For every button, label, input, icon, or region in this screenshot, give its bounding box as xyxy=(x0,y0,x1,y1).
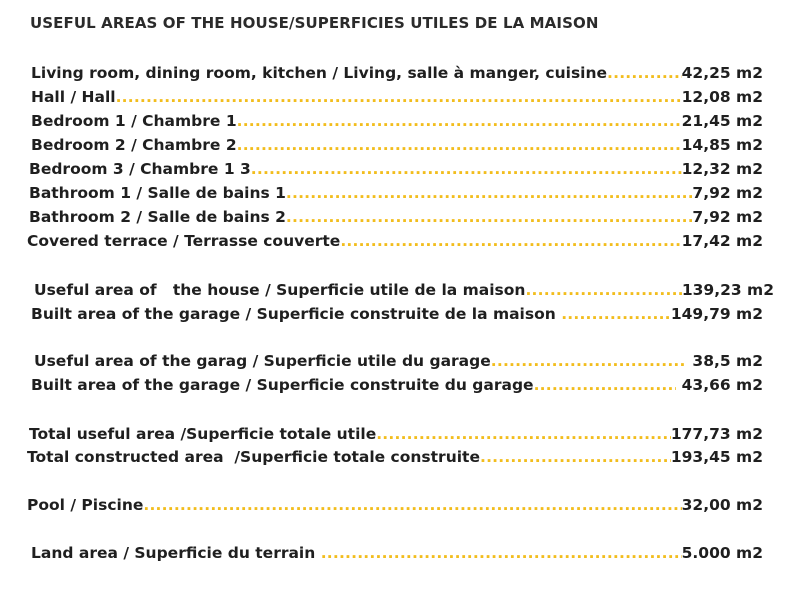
row-label: Bathroom 1 / Salle de bains 1 xyxy=(29,184,286,202)
row-label: Built area of the garage / Superficie construite de la maison xyxy=(31,305,562,323)
row-label: Useful area of the garag / Superficie utile du garage xyxy=(34,352,491,370)
area-row-total-useful xyxy=(29,423,763,445)
dot-leader xyxy=(340,230,681,252)
area-row-useful-house xyxy=(34,279,774,301)
area-row-built-garage-2 xyxy=(31,374,763,396)
dot-leader xyxy=(525,279,681,301)
dot-leader xyxy=(491,350,687,372)
area-row-pool xyxy=(27,494,763,516)
row-value: 193,45 m2 xyxy=(670,448,763,466)
dot-leader xyxy=(286,206,693,228)
dot-leader xyxy=(286,182,693,204)
row-label: Built area of the garage / Superficie construite du garage xyxy=(31,376,534,394)
row-value: 17,42 m2 xyxy=(681,232,763,250)
dot-leader xyxy=(534,374,677,396)
area-row-land xyxy=(31,542,763,564)
row-value: 177,73 m2 xyxy=(670,425,763,443)
row-value: 149,79 m2 xyxy=(670,305,763,323)
area-row-bathroom-1 xyxy=(29,182,763,204)
area-row-built-garage xyxy=(31,303,763,325)
row-value: 7,92 m2 xyxy=(692,208,763,226)
area-row-hall xyxy=(31,86,763,108)
row-label: Bathroom 2 / Salle de bains 2 xyxy=(29,208,286,226)
row-value: 38,5 m2 xyxy=(687,352,763,370)
row-label: Total useful area /Superficie totale utile xyxy=(29,425,377,443)
row-value: 12,32 m2 xyxy=(681,160,763,178)
row-value: 7,92 m2 xyxy=(692,184,763,202)
dot-leader xyxy=(607,62,682,84)
row-label: Land area / Superficie du terrain xyxy=(31,544,321,562)
area-row-bedroom-3 xyxy=(29,158,763,180)
row-label: Pool / Piscine xyxy=(27,496,144,514)
row-value: 32,00 m2 xyxy=(681,496,763,514)
row-label: Useful area of the house / Superficie utile de la maison xyxy=(34,281,526,299)
row-label: Bedroom 2 / Chambre 2 xyxy=(31,136,237,154)
row-label: Bedroom 3 / Chambre 1 3 xyxy=(29,160,251,178)
page-title: USEFUL AREAS OF THE HOUSE/SUPERFICIES UTILES DE LA MAISON xyxy=(30,14,599,32)
row-label: Bedroom 1 / Chambre 1 xyxy=(31,112,237,130)
row-value: 42,25 m2 xyxy=(681,64,763,82)
dot-leader xyxy=(561,303,671,325)
dot-leader xyxy=(143,494,681,516)
row-value: 21,45 m2 xyxy=(681,112,763,130)
row-label: Hall / Hall xyxy=(31,88,116,106)
row-value: 139,23 m2 xyxy=(681,281,774,299)
row-label: Total constructed area /Superficie totale construite xyxy=(27,448,480,466)
row-value: 14,85 m2 xyxy=(681,136,763,154)
area-row-bedroom-2 xyxy=(31,134,763,156)
row-value: 5.000 m2 xyxy=(681,544,763,562)
row-value: 12,08 m2 xyxy=(681,88,763,106)
row-label: Living room, dining room, kitchen / Living, salle à manger, cuisine xyxy=(31,64,608,82)
dot-leader xyxy=(237,110,682,132)
area-row-living xyxy=(31,62,763,84)
dot-leader xyxy=(251,158,682,180)
area-row-covered-terrace xyxy=(27,230,763,252)
dot-leader xyxy=(237,134,682,156)
dot-leader xyxy=(376,423,671,445)
dot-leader xyxy=(480,446,671,468)
area-row-bathroom-2 xyxy=(29,206,763,228)
row-value: 43,66 m2 xyxy=(676,376,763,394)
area-row-useful-garage xyxy=(34,350,763,372)
row-label: Covered terrace / Terrasse couverte xyxy=(27,232,341,250)
area-row-bedroom-1 xyxy=(31,110,763,132)
area-row-total-constructed xyxy=(27,446,763,468)
dot-leader xyxy=(321,542,682,564)
dot-leader xyxy=(116,86,682,108)
